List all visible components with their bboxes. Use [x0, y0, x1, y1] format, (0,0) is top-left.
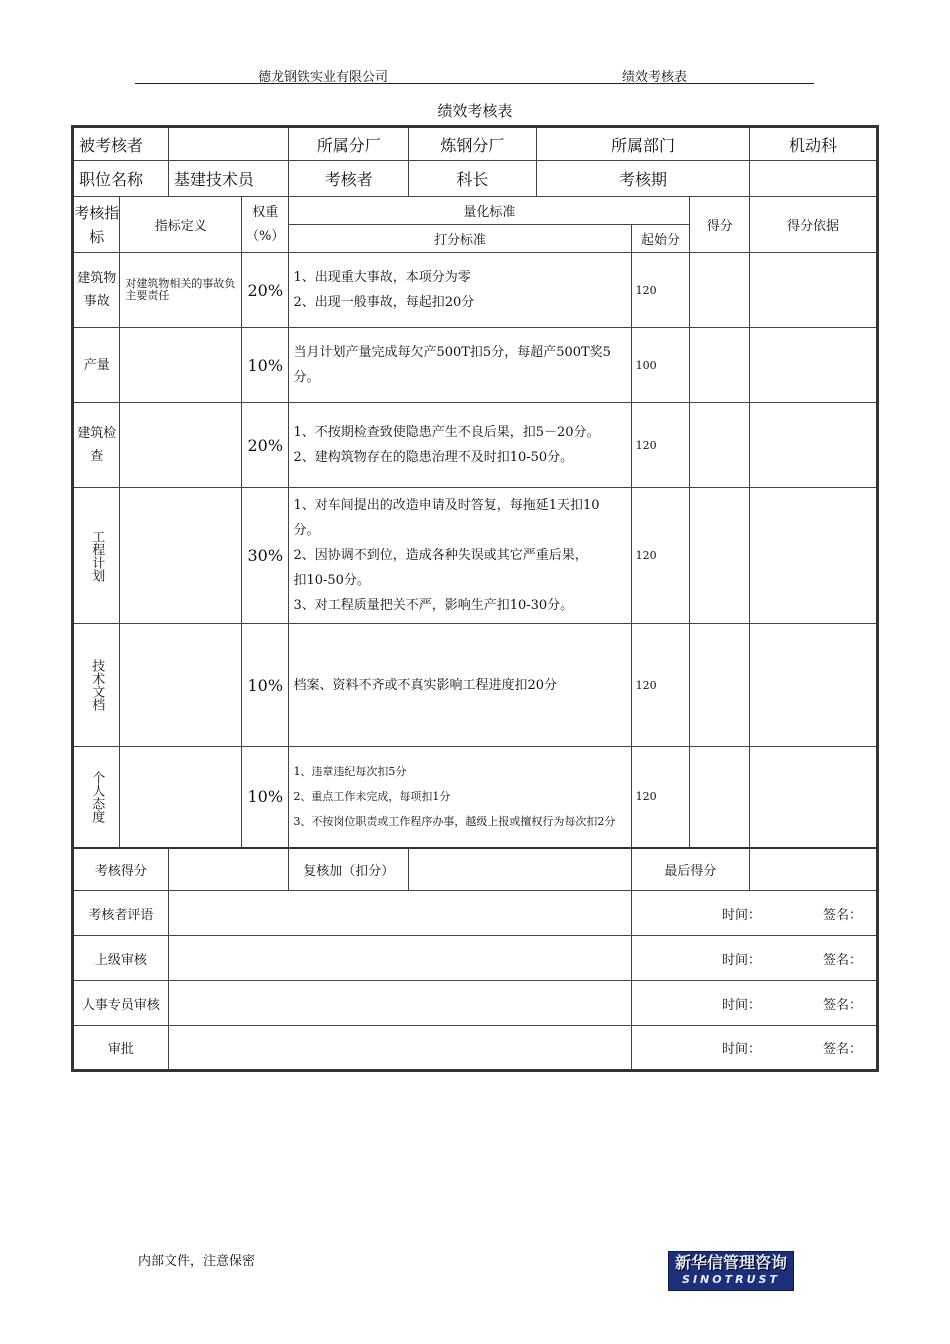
indicator-basis[interactable] [750, 747, 878, 848]
col-score: 得分 [690, 197, 750, 253]
indicator-criteria [289, 747, 631, 848]
info-row-1 [73, 127, 878, 161]
col-quant: 量化标准 [289, 197, 690, 225]
indicator-basis[interactable] [750, 403, 878, 488]
criteria-line: 2、因协调不到位，造成各种失误或其它严重后果，扣10-50分。 [293, 548, 588, 588]
indicator-base: 120 [631, 747, 690, 848]
indicator-basis[interactable] [750, 488, 878, 624]
indicator-row [73, 253, 878, 328]
time-label: 时间： [721, 997, 761, 1013]
time-label: 时间： [721, 1042, 761, 1057]
sign-label: 签名： [822, 997, 862, 1013]
criteria-line: 当月计划产量完成每欠产500T扣5分，每超产500T奖5分。 [293, 345, 611, 385]
col-weight-line1: 权重 [252, 204, 279, 220]
indicator-criteria [289, 403, 631, 488]
indicator-row [73, 328, 878, 403]
col-weight [242, 197, 289, 253]
indicator-criteria [289, 328, 631, 403]
document-title: 绩效考核表 [437, 102, 513, 120]
indicator-base: 100 [631, 328, 690, 403]
indicator-row [73, 403, 878, 488]
criteria-line: 1、违章违纪每次扣5分 [293, 765, 407, 779]
approval-sign-area [631, 1026, 877, 1071]
assessment-form [71, 125, 879, 1072]
column-header-row-1 [73, 197, 878, 225]
indicator-basis[interactable] [750, 253, 878, 328]
indicator-row [73, 747, 878, 848]
sign-label: 签名： [822, 907, 862, 923]
indicator-definition [120, 488, 242, 624]
indicator-weight: 10% [242, 747, 289, 848]
approval-comment[interactable] [168, 981, 631, 1026]
approval-label: 人事专员审核 [73, 981, 169, 1026]
indicator-name-cell [73, 488, 120, 624]
logo-en-text: SINOTRUST [682, 1273, 780, 1286]
label-assessee: 被考核者 [73, 127, 169, 161]
indicator-weight: 10% [242, 328, 289, 403]
label-review: 复核加（扣分） [289, 848, 409, 891]
logo-cn-text: 新华信管理咨询 [674, 1253, 787, 1272]
criteria-line: 2、出现一般事故，每起扣20分 [293, 295, 475, 310]
position-value: 基建技术员 [168, 161, 289, 197]
criteria-line: 档案、资料不齐或不真实影响工程进度扣20分 [293, 677, 557, 693]
indicator-weight: 10% [242, 624, 289, 747]
approval-sign-area [631, 891, 877, 936]
indicator-name: 技术文档 [89, 659, 105, 711]
col-definition: 指标定义 [120, 197, 242, 253]
approval-sign-area [631, 936, 877, 981]
approval-sign-area [631, 981, 877, 1026]
label-assessor: 考核者 [289, 161, 409, 197]
indicator-name: 建筑物事故 [73, 253, 120, 328]
label-plant: 所属分厂 [289, 127, 409, 161]
indicator-base: 120 [631, 488, 690, 624]
approval-row [73, 1026, 878, 1071]
sign-label: 签名： [822, 952, 862, 968]
label-period: 考核期 [536, 161, 749, 197]
indicator-name: 建筑检查 [73, 403, 120, 488]
period-value[interactable] [750, 161, 878, 197]
col-base: 起始分 [631, 225, 690, 253]
indicator-weight: 20% [242, 403, 289, 488]
indicator-base: 120 [631, 253, 690, 328]
approval-label: 审批 [73, 1026, 169, 1071]
approval-label: 考核者评语 [73, 891, 169, 936]
indicator-definition [120, 624, 242, 747]
criteria-line: 3、不按岗位职责或工作程序办事，越级上报或擅权行为每次扣2分 [293, 815, 616, 829]
indicator-name: 产量 [73, 328, 120, 403]
indicator-name: 工程计划 [89, 529, 105, 582]
label-final-score: 最后得分 [631, 848, 750, 891]
confidential-note: 内部文件，注意保密 [138, 1254, 256, 1269]
dept-value: 机动科 [750, 127, 878, 161]
criteria-line: 1、对车间提出的改造申请及时答复，每拖延1天扣10分。 [293, 498, 600, 538]
sign-label: 签名： [822, 1042, 862, 1057]
indicator-score[interactable] [690, 488, 750, 624]
criteria-line: 2、建构筑物存在的隐患治理不及时扣10-50分。 [293, 450, 574, 465]
indicator-weight: 20% [242, 253, 289, 328]
col-criteria: 打分标准 [289, 225, 631, 253]
criteria-line: 1、不按期检查致使隐患产生不良后果，扣5－20分。 [293, 425, 600, 440]
header-form-name: 绩效考核表 [622, 70, 688, 85]
sinotrust-logo [668, 1251, 794, 1291]
label-total-score: 考核得分 [73, 848, 169, 891]
indicator-definition: 对建筑物相关的事故负主要责任 [120, 253, 242, 328]
time-label: 时间： [721, 952, 761, 968]
assessor-value: 科长 [409, 161, 537, 197]
indicator-score[interactable] [690, 747, 750, 848]
indicator-basis[interactable] [750, 328, 878, 403]
indicator-base: 120 [631, 624, 690, 747]
indicator-criteria [289, 253, 631, 328]
plant-value: 炼钢分厂 [409, 127, 537, 161]
time-label: 时间： [721, 907, 761, 923]
indicator-criteria [289, 488, 631, 624]
criteria-line: 3、对工程质量把关不严，影响生产扣10-30分。 [293, 598, 574, 613]
indicator-criteria [289, 624, 631, 747]
approval-row [73, 936, 878, 981]
indicator-score[interactable] [690, 328, 750, 403]
criteria-line: 1、出现重大事故，本项分为零 [293, 270, 471, 285]
approval-comment[interactable] [168, 1026, 631, 1071]
label-position: 职位名称 [73, 161, 169, 197]
col-basis: 得分依据 [750, 197, 878, 253]
col-weight-line2: （%） [246, 228, 285, 244]
indicator-row [73, 488, 878, 624]
indicator-score[interactable] [690, 403, 750, 488]
final-score-value[interactable] [750, 848, 878, 891]
indicator-score[interactable] [690, 253, 750, 328]
summary-row [73, 848, 878, 891]
approval-label: 上级审核 [73, 936, 169, 981]
criteria-line: 2、重点工作未完成，每项扣1分 [293, 790, 451, 804]
indicator-name-cell [73, 747, 120, 848]
review-value[interactable] [409, 848, 632, 891]
indicator-row [73, 624, 878, 747]
indicator-base: 120 [631, 403, 690, 488]
indicator-basis[interactable] [750, 624, 878, 747]
approval-row [73, 891, 878, 936]
total-score-value[interactable] [168, 848, 289, 891]
indicator-name-cell [73, 624, 120, 747]
info-row-2 [73, 161, 878, 197]
label-dept: 所属部门 [536, 127, 749, 161]
indicator-definition [120, 747, 242, 848]
header-company: 德龙钢铁实业有限公司 [258, 70, 389, 85]
indicator-weight: 30% [242, 488, 289, 624]
indicator-definition [120, 328, 242, 403]
col-indicator: 考核指标 [73, 197, 120, 253]
approval-comment[interactable] [168, 936, 631, 981]
approval-row [73, 981, 878, 1026]
assessee-value[interactable] [168, 127, 289, 161]
approval-comment[interactable] [168, 891, 631, 936]
indicator-score[interactable] [690, 624, 750, 747]
header-divider [135, 83, 814, 84]
indicator-definition [120, 403, 242, 488]
indicator-name: 个人态度 [89, 770, 105, 823]
